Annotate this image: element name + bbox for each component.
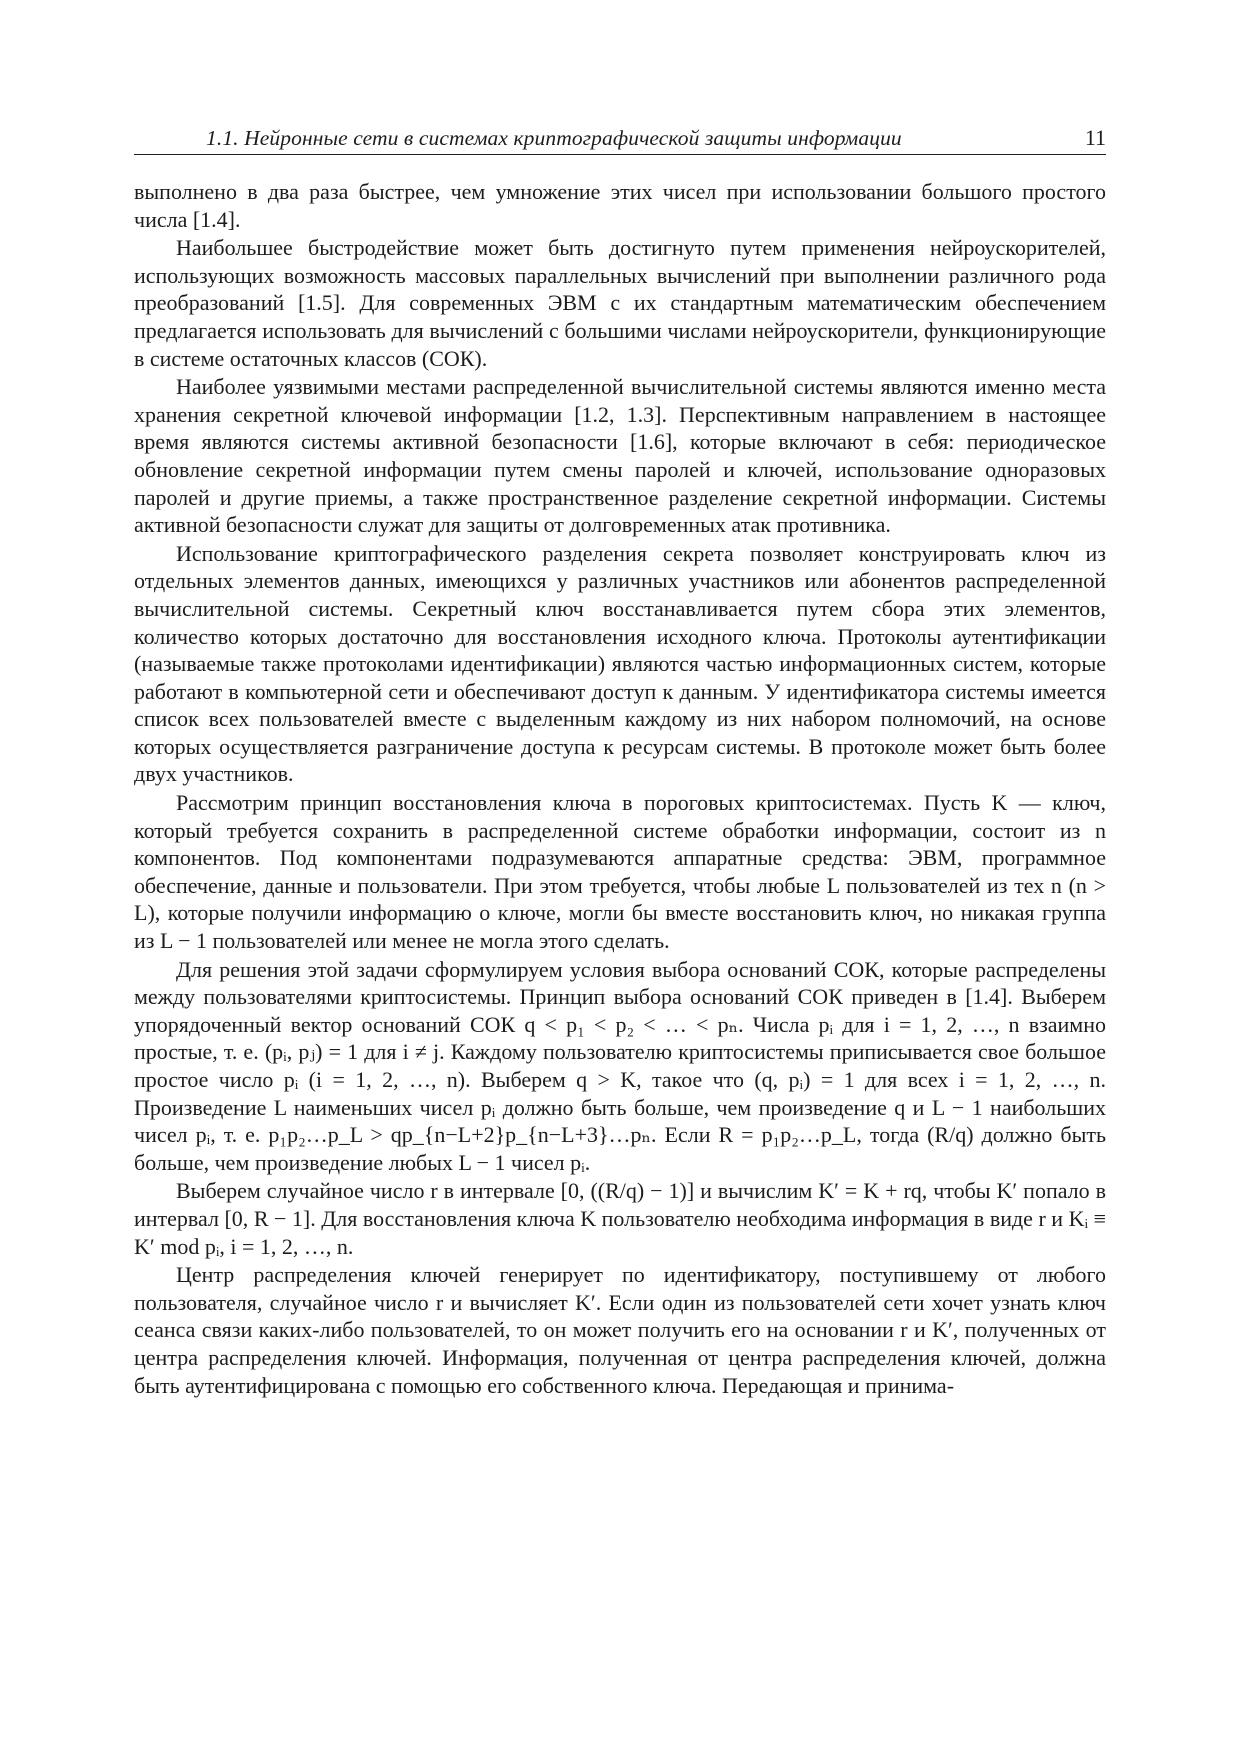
running-title: 1.1. Нейронные сети в системах криптографической защиты информации [206, 126, 902, 150]
paragraph: выполнено в два раза быстрее, чем умножение этих чисел при использовании большого простого числа [1.4]. [134, 179, 1106, 232]
paragraph: Выберем случайное число r в интервале [0, ((R/q) − 1)] и вычислим K′ = K + rq, чтобы K′ попало в интервал [0, R − 1]. Для восстановления ключа K пользователю необходима информация в виде r и Kᵢ ≡ K′ mod pᵢ, i = 1, 2, …, n. [134, 1178, 1106, 1259]
page-body [134, 178, 1106, 1400]
paragraph: Для решения этой задачи сформулируем условия выбора оснований СОК, которые распределены между пользователями криптосистемы. Принцип выбора оснований СОК приведен в [1.4]. Выберем упорядоченный вектор оснований СОК q < p₁ < p₂ < … < pₙ. Числа pᵢ для i = 1, 2, …, n взаимно простые, т. е. (pᵢ, pⱼ) = 1 для i ≠ j. Каждому пользователю криптосистемы приписывается свое большое простое число pᵢ (i = 1, 2, …, n). Выберем q > K, такое что (q, pᵢ) = 1 для всех i = 1, 2, …, n. Произведение L наименьших чисел pᵢ должно быть больше, чем произведение q и L − 1 наибольших чисел pᵢ, т. е. p₁p₂…p_L > qp_{n−L+2}p_{n−L+3}…pₙ. Если R = p₁p₂…p_L, тогда (R/q) должно быть больше, чем произведение любых L − 1 чисел pᵢ. [134, 956, 1106, 1175]
paragraph: Центр распределения ключей генерирует по идентификатору, поступившему от любого пользователя, случайное число r и вычисляет K′. Если один из пользователей сети хочет узнать ключ сеанса связи каких-либо пользователей, то он может получить его на основании r и K′, полученных от центра распределения ключей. Информация, полученная от центра распределения ключей, должна быть аутентифицирована с помощью его собственного ключа. Передающая и принима- [134, 1262, 1106, 1398]
paragraph: Наибольшее быстродействие может быть достигнуто путем применения нейроускорителей, использующих возможность массовых параллельных вычислений при выполнении различного рода преобразований [1.5]. Для современных ЭВМ с их стандартным математическим обеспечением предлагается использовать для вычислений с большими числами нейроускорители, функционирующие в системе остаточных классов (СОК). [134, 235, 1106, 371]
paragraph: Использование криптографического разделения секрета позволяет конструировать ключ из отдельных элементов данных, имеющихся у различных участников или абонентов распределенной вычислительной системы. Секретный ключ восстанавливается путем сбора этих элементов, количество которых достаточно для восстановления исходного ключа. Протоколы аутентификации (называемые также протоколами идентификации) являются частью информационных систем, которые работают в компьютерной сети и обеспечивают доступ к данным. У идентификатора системы имеется список всех пользователей вместе с выделенным каждому из них набором полномочий, на основе которых осуществляется разграничение доступа к ресурсам системы. В протоколе может быть более двух участников. [134, 540, 1106, 787]
paragraph: Наиболее уязвимыми местами распределенной вычислительной системы являются именно места хранения секретной ключевой информации [1.2, 1.3]. Перспективным направлением в настоящее время являются системы активной безопасности [1.6], которые включают в себя: периодическое обновление секретной информации путем смены паролей и ключей, использование одноразовых паролей и другие приемы, а также пространственное разделение секретной информации. Системы активной безопасности служат для защиты от долговременных атак противника. [134, 374, 1106, 538]
page-number: 11 [1084, 125, 1106, 150]
paragraph: Рассмотрим принцип восстановления ключа в пороговых криптосистемах. Пусть K — ключ, который требуется сохранить в распределенной системе обработки информации, состоит из n компонентов. Под компонентами подразумеваются аппаратные средства: ЭВМ, программное обеспечение, данные и пользователи. При этом требуется, чтобы любые L пользователей из тех n (n > L), которые получили информацию о ключе, могли бы вместе восстановить ключ, но никакая группа из L − 1 пользователей или менее не могла этого сделать. [134, 790, 1106, 954]
running-header [134, 124, 1106, 155]
